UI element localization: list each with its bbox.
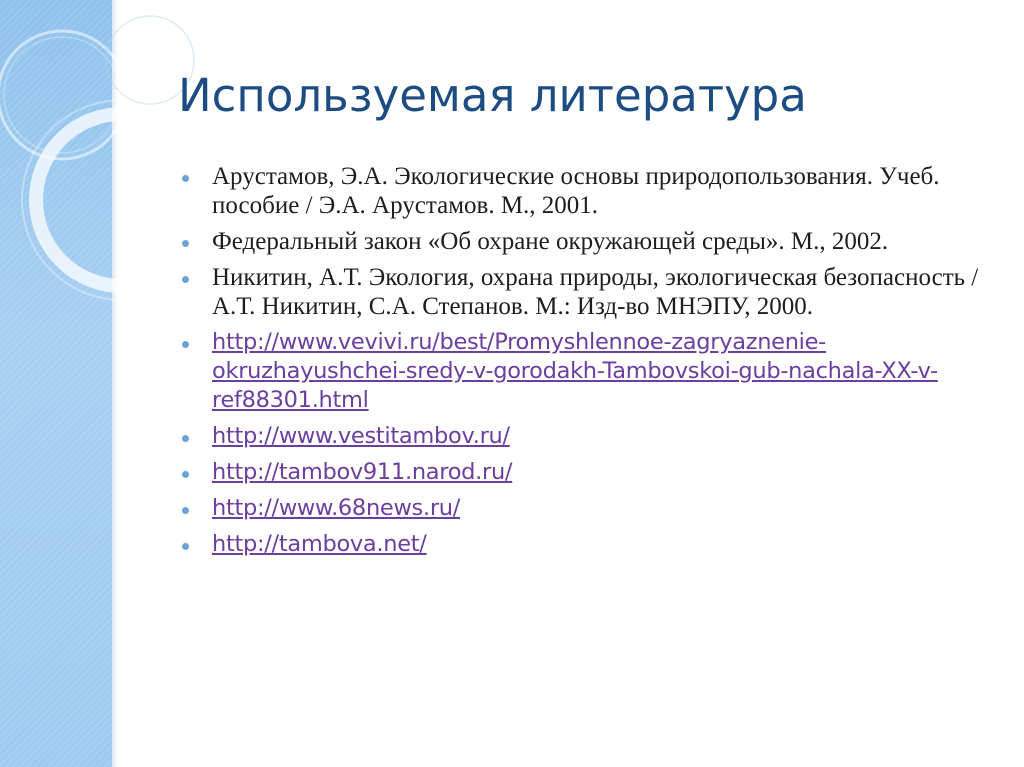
list-item [182, 227, 992, 256]
reference-text: Федеральный закон «Об охране окружающей среды». М., 2002. [212, 228, 889, 255]
bullet-icon [182, 175, 189, 182]
bullet-icon [182, 341, 189, 348]
bullet-icon [182, 471, 189, 478]
bullet-icon [182, 276, 189, 283]
reference-text: Никитин, А.Т. Экология, охрана природы, экологическая безопасность / А.Т. Никитин, С.А. Степанов. М.: Изд-во МНЭПУ, 2000. [212, 264, 979, 320]
list-item [182, 328, 992, 415]
bullet-icon [182, 240, 189, 247]
bullet-icon [182, 435, 189, 442]
reference-link[interactable]: http://tambov911.narod.ru/ [212, 459, 513, 485]
list-item [182, 422, 992, 451]
list-item [182, 494, 992, 523]
bullet-icon [182, 543, 189, 550]
reference-link[interactable]: http://www.68news.ru/ [212, 495, 461, 521]
reference-text: Арустамов, Э.А. Экологические основы природопользования. Учеб. пособие / Э.А. Арустамов. М., 2001. [212, 163, 940, 219]
literature-list [182, 162, 992, 566]
reference-link[interactable]: http://www.vevivi.ru/best/Promyshlennoe-zagryaznenie-okruzhayushchei-sredy-v-gorodakh-Tambovskoi-gub-nachala-XX-v-ref88301.html [212, 329, 938, 413]
list-item [182, 458, 992, 487]
list-item [182, 263, 992, 321]
reference-link[interactable]: http://tambova.net/ [212, 531, 427, 557]
bullet-icon [182, 507, 189, 514]
slide-title: Используемая литература [178, 69, 807, 122]
list-item [182, 162, 992, 220]
reference-link[interactable]: http://www.vestitambov.ru/ [212, 423, 510, 449]
list-item [182, 530, 992, 559]
